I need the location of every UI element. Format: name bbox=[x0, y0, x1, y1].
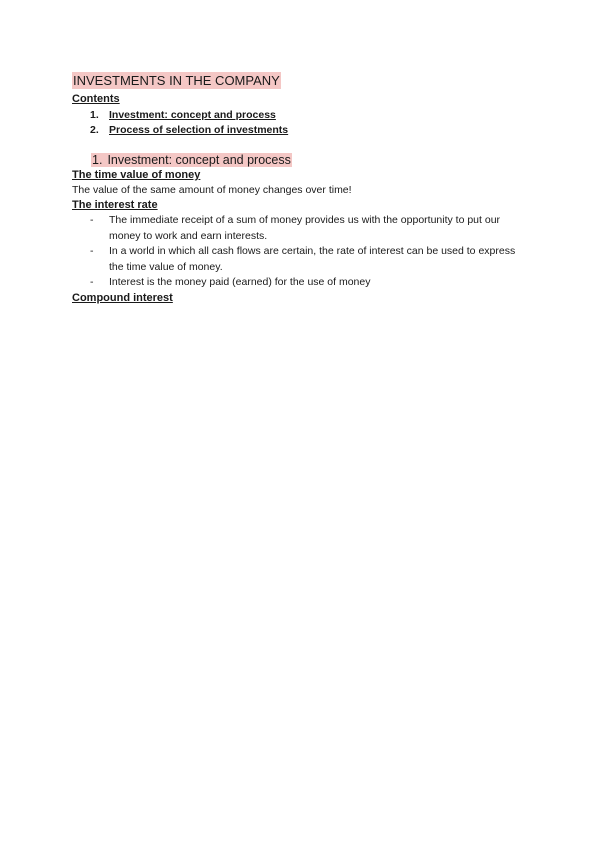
toc-item-link[interactable]: Process of selection of investments bbox=[109, 124, 289, 136]
bullet-dash: - bbox=[90, 245, 94, 257]
list-item bbox=[72, 275, 532, 291]
interest-rate-label: The interest rate bbox=[72, 199, 158, 211]
contents-label: Contents bbox=[72, 93, 120, 105]
toc-item-number: 2. bbox=[90, 124, 99, 136]
list-item-text: The immediate receipt of a sum of money provides us with the opportunity to put our money to work and earn interests. bbox=[109, 214, 501, 242]
section-heading-highlight bbox=[91, 153, 292, 167]
toc-item[interactable] bbox=[72, 108, 532, 123]
list-item-text: Interest is the money paid (earned) for the use of money bbox=[109, 276, 371, 288]
list-item-text: In a world in which all cash flows are certain, the rate of interest can be used to express the time value of money. bbox=[109, 245, 516, 273]
bullet-dash: - bbox=[90, 214, 94, 226]
section-heading bbox=[72, 152, 532, 168]
toc-item[interactable] bbox=[72, 123, 532, 138]
table-of-contents bbox=[72, 108, 532, 138]
list-item bbox=[72, 244, 532, 275]
time-value-label: The time value of money bbox=[72, 169, 201, 181]
bullet-dash: - bbox=[90, 276, 94, 288]
document-title: INVESTMENTS IN THE COMPANY bbox=[73, 73, 280, 88]
toc-item-link[interactable]: Investment: concept and process bbox=[109, 109, 276, 121]
document-page bbox=[72, 72, 532, 306]
time-value-text: The value of the same amount of money changes over time! bbox=[72, 184, 352, 196]
section-number: 1. bbox=[92, 153, 103, 167]
compound-interest-label: Compound interest bbox=[72, 291, 173, 304]
section-title: Investment: concept and process bbox=[107, 153, 291, 167]
toc-item-number: 1. bbox=[90, 109, 99, 121]
interest-rate-list bbox=[72, 213, 532, 291]
list-item bbox=[72, 213, 532, 244]
